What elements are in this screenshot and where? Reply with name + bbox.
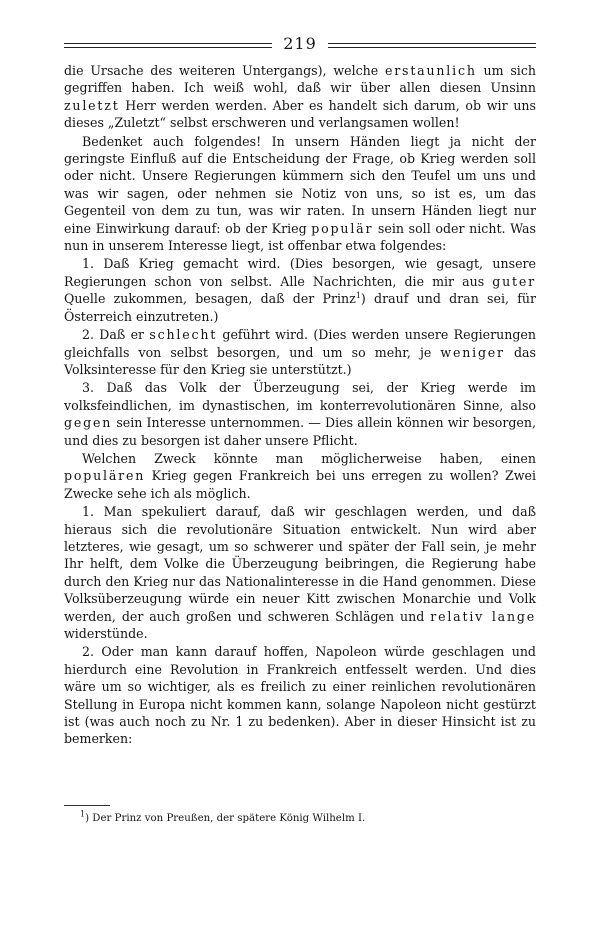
paragraph-text: Welchen Zweck könnte man möglicherweise haben, einen — [82, 450, 536, 466]
header-rule-left-lower — [64, 47, 272, 48]
page-header — [64, 34, 536, 56]
spaced-emphasis: populären — [64, 468, 146, 484]
paragraph-text: 3. Daß das Volk der Überzeugung sei, der Krieg werde im volksfeindlichen, im dynastischen, im konterrevolutionären Sinne, also — [64, 380, 536, 413]
spaced-emphasis: gegen — [64, 415, 113, 431]
paragraph-text: das Volksinteresse für den Krieg sie unterstützt.) — [64, 344, 536, 377]
header-rule-left — [64, 43, 272, 44]
paragraph — [64, 326, 536, 378]
paragraph-text: geführt wird. (Dies werden unsere Regierungen gleichfalls von selbst besorgen, und um so mehr, je — [64, 327, 536, 360]
spaced-emphasis: schlecht — [149, 327, 218, 343]
paragraph — [64, 133, 536, 255]
paragraph-text: 1. Daß Krieg gemacht wird. (Dies besorgen, wie gesagt, unsere Regierungen schon von selbst. Alle Nachrichten, die mir aus — [64, 256, 536, 289]
footnote-marker: 1 — [80, 809, 86, 819]
paragraph-text: 1. Man spekuliert darauf, daß wir geschlagen werden, und daß hieraus sich die revolutionäre Situation entwickelt. Nun wird aber letzteres, wie gesagt, um so schwerer und später der Fall sein, je mehr Ihr helft, dem Volke die Überzeugung beibringen, die Regierung habe durch den Krieg nur das Nationalinteresse in die Hand genommen. Diese Volksüberzeugung würde ein neuer Kitt zwischen Monarchie und Volk werden, der auch großen und schweren Schlägen und — [64, 504, 536, 624]
header-rule-right-lower — [328, 47, 536, 48]
paragraph — [64, 379, 536, 449]
body-text — [64, 62, 536, 748]
footnote-rule — [64, 805, 110, 806]
spaced-emphasis: erstaunlich — [384, 63, 477, 78]
paragraph-text: ) drauf und dran sei, für Österreich einzutreten.) — [64, 291, 536, 324]
paragraph — [64, 643, 536, 747]
paragraph-text: Herr werden werden. Aber es handelt sich darum, ob wir uns dieses „Zuletzt“ selbst erschweren und verlangsamen wollen! — [64, 97, 536, 131]
paragraph — [64, 503, 536, 642]
paragraph — [64, 62, 536, 132]
paragraph-text: sein soll oder nicht. Was nun in unserem Interesse liegt, ist offenbar etwa folgendes: — [64, 220, 536, 254]
paragraph — [64, 450, 536, 502]
paragraph-text: widerstünde. — [64, 626, 148, 641]
page-number: 219 — [283, 34, 317, 53]
paragraph-text: 2. Daß er — [82, 327, 150, 343]
spaced-emphasis: zuletzt — [64, 97, 120, 113]
paragraph-text: sein Interesse unternommen. — Dies allein können wir besorgen, und dies zu besorgen ist daher unsere Pflicht. — [64, 415, 536, 448]
spaced-emphasis: weniger — [440, 344, 505, 360]
spaced-emphasis: populär — [311, 220, 374, 236]
paragraph-text: Bedenket auch folgendes! In unsern Händen liegt ja nicht der geringste Einfluß auf die Entscheidung der Frage, ob Krieg werden soll oder nicht. Unsere Regierungen kümmern sich den Teufel um uns und was wir sagen, oder nehmen sie Notiz von uns, so ist es, um das Gegenteil von dem zu tun, was wir raten. In unsern Händen liegt nur eine Einwirkung darauf: ob der Krieg — [64, 133, 536, 236]
footnote — [80, 809, 536, 826]
paragraph-text: Quelle zukommen, besagen, daß der Prinz — [64, 291, 356, 307]
paragraph — [64, 255, 536, 325]
footnote-reference: 1 — [355, 291, 361, 301]
spaced-emphasis: guter — [492, 273, 536, 289]
paragraph-text: um sich gegriffen haben. Ich weiß wohl, daß wir über allen diesen Unsinn — [64, 63, 536, 96]
footnote-text: ) Der Prinz von Preußen, der spätere König Wilhelm I. — [85, 813, 366, 824]
spaced-emphasis: relativ lange — [430, 608, 536, 624]
paragraph-text: 2. Oder man kann darauf hoffen, Napoleon würde geschlagen und hierdurch eine Revolution in Frankreich entfesselt werden. Und dies wäre um so wichtiger, als es freilich zu einer reinlichen revolutionären Stellung in Europa nicht kommen kann, solange Napoleon nicht gestürzt ist (was auch noch zu Nr. 1 zu bedenken). Aber in dieser Hinsicht ist zu bemerken: — [64, 644, 536, 747]
paragraph-text: die Ursache des weiteren Untergangs), welche — [64, 63, 385, 78]
header-rule-right — [328, 43, 536, 44]
paragraph-text: Krieg gegen Frankreich bei uns erregen zu wollen? Zwei Zwecke sehe ich als möglich. — [64, 468, 536, 501]
